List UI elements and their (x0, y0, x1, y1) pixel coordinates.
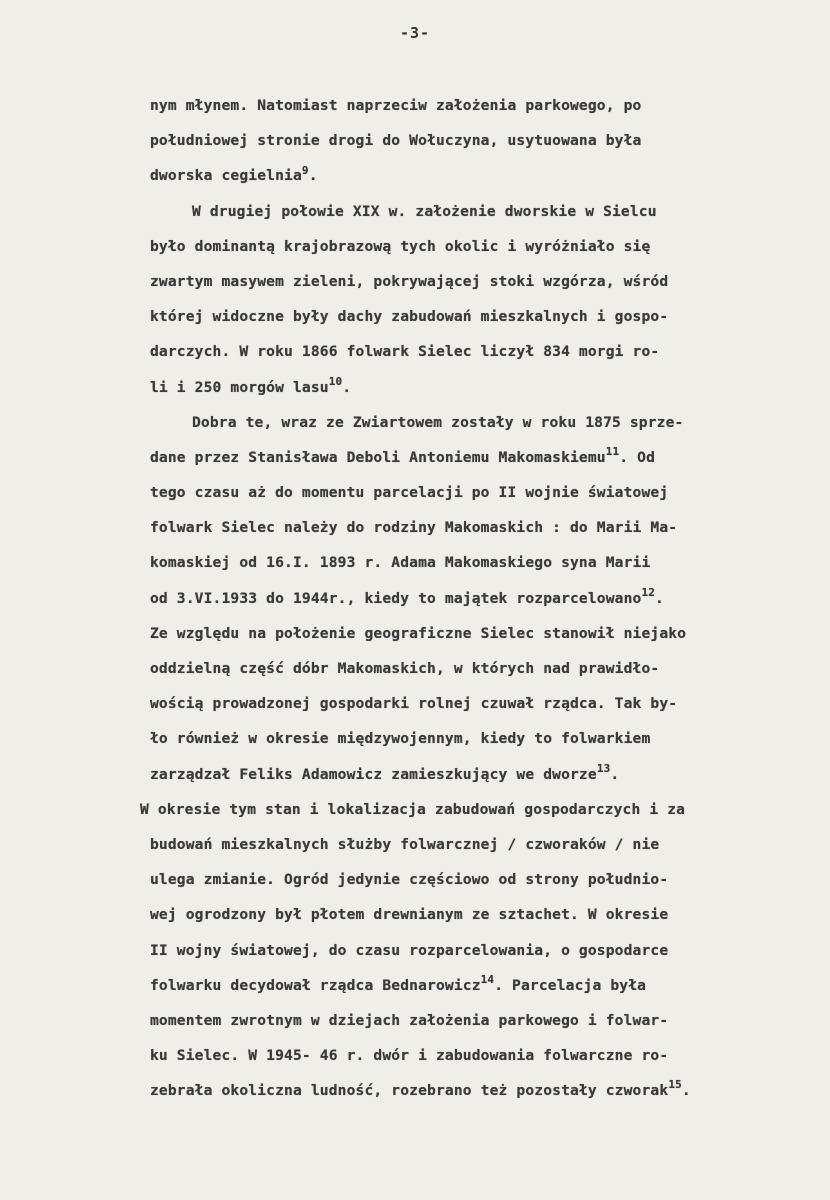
text-line (150, 1003, 810, 1038)
line-text: której widoczne były dachy zabudowań mieszkalnych i gospo- (150, 308, 669, 326)
line-text: momentem zwrotnym w dziejach założenia parkowego i folwar- (150, 1011, 669, 1029)
text-line (150, 475, 810, 510)
page-number: -3- (399, 24, 431, 42)
footnote-marker: 13 (596, 761, 611, 775)
line-text: południowej stronie drogi do Wołuczyna, usytuowana była (150, 132, 642, 150)
line-text-after-footnote: . Od (619, 448, 656, 466)
footnote-marker: 9 (301, 163, 309, 177)
text-line (150, 88, 810, 123)
line-text: było dominantą krajobrazową tych okolic i wyróżniało się (150, 237, 651, 255)
text-line (150, 194, 810, 229)
line-text-after-footnote: . (610, 765, 620, 783)
line-text: nym młynem. Natomiast naprzeciw założenia parkowego, po (150, 97, 642, 114)
text-line (150, 264, 810, 299)
text-line (150, 229, 810, 264)
text-line (150, 510, 810, 545)
line-text: ło również w okresie międzywojennym, kiedy to folwarkiem (150, 730, 651, 748)
line-text: W drugiej połowie XIX w. założenie dworskie w Sielcu (192, 202, 657, 220)
text-line (150, 405, 810, 440)
text-line (150, 721, 810, 756)
text-line (150, 1073, 810, 1108)
text-line (150, 545, 810, 580)
line-text-after-footnote: . (655, 589, 664, 607)
line-text: tego czasu aż do momentu parcelacji po II wojnie światowej (150, 484, 669, 502)
text-line (150, 686, 810, 721)
text-line (150, 616, 810, 651)
footnote-marker: 14 (480, 972, 495, 986)
text-line (150, 827, 810, 862)
line-text: budowań mieszkalnych służby folwarcznej / czworaków / nie (150, 835, 660, 853)
line-text: zebrała okoliczna ludność, rozebrano też pozostały czworak (150, 1082, 669, 1100)
line-text: folwark Sielec należy do rodziny Makomaskich : do Marii Ma- (150, 519, 678, 537)
text-line (150, 933, 810, 968)
text-line (150, 440, 810, 475)
text-line (150, 862, 810, 897)
text-line (150, 968, 810, 1003)
line-text: Dobra te, wraz ze Zwiartowem zostały w roku 1875 sprze- (192, 413, 684, 431)
line-text-after-footnote: . (308, 167, 318, 185)
line-text: Ze względu na położenie geograficzne Sielec stanowił niejako (150, 624, 687, 642)
line-text: od 3.VI.1933 do 1944r., kiedy to majątek rozparcelowano (150, 589, 642, 607)
line-text-after-footnote: . (681, 1082, 691, 1100)
text-line (150, 299, 810, 334)
text-line (150, 158, 810, 193)
line-text: zarządzał Feliks Adamowicz zamieszkujący we dworze (150, 765, 597, 783)
text-line (150, 1038, 810, 1073)
line-text: folwarku decydował rządca Bednarowicz (150, 976, 481, 994)
line-text: komaskiej od 16.I. 1893 r. Adama Makomaskiego syna Marii (150, 554, 651, 572)
text-line (150, 370, 810, 405)
line-text: ulega zmianie. Ogród jedynie częściowo od strony południo- (150, 871, 669, 889)
line-text: dworska cegielnia (150, 167, 302, 185)
line-text-after-footnote: . Parcelacja była (494, 976, 647, 994)
line-text: li i 250 morgów lasu (150, 378, 329, 396)
text-line (140, 792, 810, 827)
line-text: darczych. W roku 1866 folwark Sielec liczył 834 morgi ro- (150, 343, 660, 361)
footnote-marker: 11 (605, 445, 620, 459)
line-text: wością prowadzonej gospodarki rolnej czuwał rządca. Tak by- (150, 695, 678, 713)
line-text: zwartym masywem zieleni, pokrywającej stoki wzgórza, wśród (150, 272, 669, 290)
line-text: wej ogrodzony był płotem drewnianym ze sztachet. W okresie (150, 906, 669, 924)
line-text: dane przez Stanisława Deboli Antoniemu Makomaskiemu (150, 448, 606, 466)
text-line (150, 757, 810, 792)
text-line (150, 897, 810, 932)
line-text: II wojny światowej, do czasu rozparcelowania, o gospodarce (150, 941, 669, 959)
line-text: oddzielną część dóbr Makomaskich, w których nad prawidło- (150, 660, 660, 677)
line-text: ku Sielec. W 1945- 46 r. dwór i zabudowania folwarczne ro- (150, 1047, 669, 1065)
line-text-after-footnote: . (342, 378, 352, 396)
text-line (150, 651, 810, 686)
footnote-marker: 12 (641, 585, 656, 599)
text-line (150, 581, 810, 616)
line-text: W okresie tym stan i lokalizacja zabudowań gospodarczych i za (140, 800, 686, 818)
text-line (150, 123, 810, 158)
footnote-marker: 15 (668, 1078, 682, 1092)
body-text (140, 88, 810, 1108)
footnote-marker: 10 (328, 374, 343, 388)
text-line (150, 334, 810, 369)
